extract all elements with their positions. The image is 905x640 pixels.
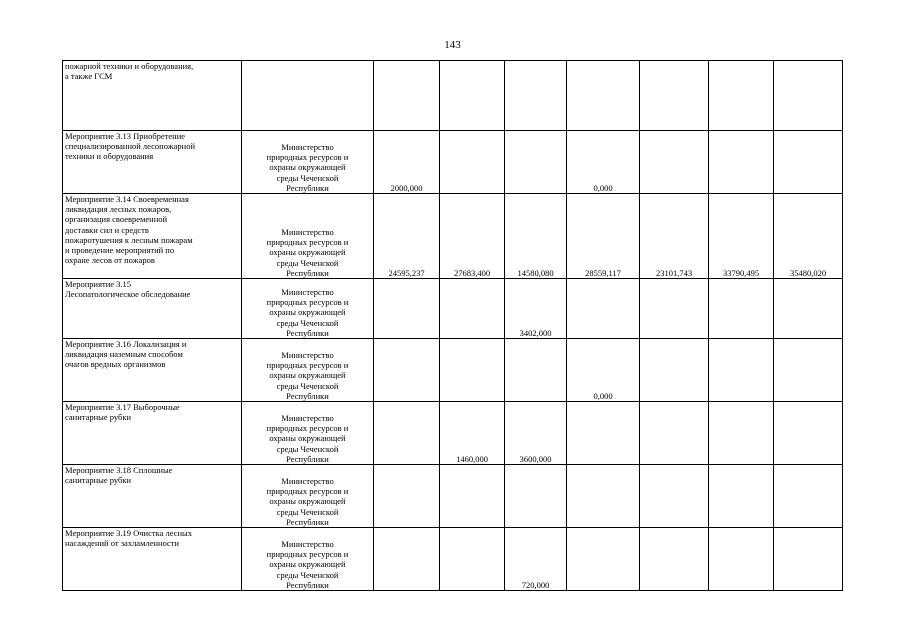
value-cell — [774, 131, 843, 194]
executor-text: Министерство — [281, 349, 334, 360]
executor-text: среды Чеченской — [276, 380, 339, 391]
executor-text: Министерство — [281, 538, 334, 549]
value-cell — [440, 279, 505, 339]
value-cell — [567, 402, 640, 465]
executor-text: среды Чеченской — [276, 443, 339, 454]
activity-text: ликвидация лесных пожаров, — [65, 204, 172, 215]
executor-text: Министерство — [281, 286, 334, 297]
activity-text: Лесопатологическое обследование — [65, 289, 191, 300]
value-cell — [374, 528, 440, 591]
table-row — [63, 279, 843, 339]
activity-text: насаждений от захламленности — [65, 538, 180, 549]
value-cell — [567, 279, 640, 339]
activity-cell — [63, 402, 242, 465]
executor-text: природных ресурсов и — [266, 237, 349, 248]
value-cell — [709, 402, 774, 465]
value-cell: 3402,000 — [505, 279, 567, 339]
executor-cell — [242, 131, 374, 194]
value-cell — [567, 528, 640, 591]
value-cell — [774, 402, 843, 465]
executor-text: среды Чеченской — [276, 317, 339, 328]
executor-text: охраны окружающей — [269, 559, 346, 570]
activity-text: специализированной лесопожарной — [65, 141, 196, 152]
value-cell — [640, 402, 709, 465]
executor-text: охраны окружающей — [269, 496, 346, 507]
activity-text: Мероприятие 3.15 — [65, 279, 132, 289]
value-cell — [567, 465, 640, 528]
executor-text: Министерство — [281, 475, 334, 486]
table-row — [63, 131, 843, 194]
executor-text: охраны окружающей — [269, 433, 346, 444]
table-row — [63, 402, 843, 465]
table-row — [63, 194, 843, 279]
value-cell — [774, 528, 843, 591]
activity-cell — [63, 194, 242, 279]
activity-text: Мероприятие 3.14 Своевременная — [65, 194, 189, 204]
activity-text: Мероприятие 3.18 Сплошные — [65, 465, 173, 475]
executor-text: охраны окружающей — [269, 162, 346, 173]
executor-text: природных ресурсов и — [266, 297, 349, 308]
executor-text: Республики — [286, 327, 329, 338]
value-cell — [640, 279, 709, 339]
executor-text: природных ресурсов и — [266, 152, 349, 163]
value-cell: 24595,237 — [374, 194, 440, 279]
value-cell — [774, 339, 843, 402]
table-row — [63, 465, 843, 528]
executor-cell — [242, 465, 374, 528]
value-cell: 0,000 — [567, 131, 640, 194]
value-cell — [774, 465, 843, 528]
executor-text: охраны окружающей — [269, 370, 346, 381]
value-cell: 35480,020 — [774, 194, 843, 279]
executor-cell — [242, 279, 374, 339]
executor-cell — [242, 61, 374, 131]
value-cell: 33790,495 — [709, 194, 774, 279]
table-body — [63, 61, 843, 591]
activity-text: ликвидация наземным способом — [65, 349, 183, 360]
value-cell: 14580,080 — [505, 194, 567, 279]
executor-text: Республики — [286, 516, 329, 527]
value-cell — [640, 131, 709, 194]
activity-cell — [63, 61, 242, 131]
executor-text: Министерство — [281, 412, 334, 423]
executor-cell — [242, 528, 374, 591]
executor-text: Республики — [286, 453, 329, 464]
value-cell — [440, 61, 505, 131]
activity-cell — [63, 279, 242, 339]
activity-text: Мероприятие 3.17 Выборочные — [65, 402, 180, 412]
value-cell — [640, 61, 709, 131]
value-cell — [440, 131, 505, 194]
value-cell — [774, 61, 843, 131]
table-row — [63, 528, 843, 591]
activity-text: охране лесов от пожаров — [65, 255, 155, 266]
activity-cell — [63, 131, 242, 194]
value-cell — [640, 528, 709, 591]
executor-text: Республики — [286, 267, 329, 278]
executor-text: природных ресурсов и — [266, 360, 349, 371]
value-cell — [709, 528, 774, 591]
value-cell — [505, 339, 567, 402]
value-cell — [440, 339, 505, 402]
executor-text: среды Чеченской — [276, 569, 339, 580]
activity-text: санитарные рубки — [65, 412, 132, 423]
executor-text: Министерство — [281, 226, 334, 237]
value-cell — [709, 131, 774, 194]
executor-text: Республики — [286, 579, 329, 590]
executor-cell — [242, 402, 374, 465]
budget-table — [62, 60, 843, 591]
executor-text: среды Чеченской — [276, 506, 339, 517]
value-cell — [505, 61, 567, 131]
value-cell — [709, 61, 774, 131]
table-row — [63, 339, 843, 402]
activity-text: доставки сил и средств — [65, 224, 149, 235]
activity-text: и проведение мероприятий по — [65, 245, 175, 256]
value-cell — [374, 61, 440, 131]
activity-cell — [63, 528, 242, 591]
activity-cell — [63, 465, 242, 528]
executor-text: охраны окружающей — [269, 247, 346, 258]
executor-text: Министерство — [281, 141, 334, 152]
activity-text: Мероприятие 3.19 Очистка лесных — [65, 528, 192, 538]
value-cell — [709, 465, 774, 528]
executor-cell — [242, 194, 374, 279]
activity-text: а также ГСМ — [65, 71, 113, 82]
value-cell — [440, 528, 505, 591]
value-cell: 720,000 — [505, 528, 567, 591]
activity-cell — [63, 339, 242, 402]
executor-text: среды Чеченской — [276, 172, 339, 183]
table-row — [63, 61, 843, 131]
value-cell: 23101,743 — [640, 194, 709, 279]
executor-text: Республики — [286, 182, 329, 193]
value-cell — [374, 465, 440, 528]
activity-text: Мероприятие 3.13 Приобретение — [65, 131, 186, 141]
activity-text: пожаротушения к лесным пожарам — [65, 234, 193, 245]
value-cell: 28559,117 — [567, 194, 640, 279]
value-cell — [374, 339, 440, 402]
value-cell — [567, 61, 640, 131]
executor-text: природных ресурсов и — [266, 549, 349, 560]
activity-text: очагов вредных организмов — [65, 359, 166, 370]
value-cell: 3600,000 — [505, 402, 567, 465]
page-number: 143 — [444, 39, 461, 51]
value-cell: 27683,400 — [440, 194, 505, 279]
activity-text: Мероприятие 3.16 Локализация и — [65, 339, 187, 349]
value-cell: 1460,000 — [440, 402, 505, 465]
value-cell — [640, 465, 709, 528]
activity-text: санитарные рубки — [65, 475, 132, 486]
executor-cell — [242, 339, 374, 402]
value-cell — [774, 279, 843, 339]
value-cell: 2000,000 — [374, 131, 440, 194]
executor-text: природных ресурсов и — [266, 486, 349, 497]
activity-text: техники и оборудования — [65, 151, 154, 162]
executor-text: охраны окружающей — [269, 307, 346, 318]
executor-text: Республики — [286, 390, 329, 401]
value-cell — [374, 402, 440, 465]
activity-text: организация своевременной — [65, 214, 168, 225]
value-cell — [505, 465, 567, 528]
value-cell — [374, 279, 440, 339]
value-cell — [505, 131, 567, 194]
value-cell — [440, 465, 505, 528]
value-cell — [709, 279, 774, 339]
executor-text: среды Чеченской — [276, 257, 339, 268]
value-cell: 0,000 — [567, 339, 640, 402]
activity-text: пожарной техники и оборудования, — [65, 61, 194, 71]
value-cell — [709, 339, 774, 402]
executor-text: природных ресурсов и — [266, 423, 349, 434]
value-cell — [640, 339, 709, 402]
